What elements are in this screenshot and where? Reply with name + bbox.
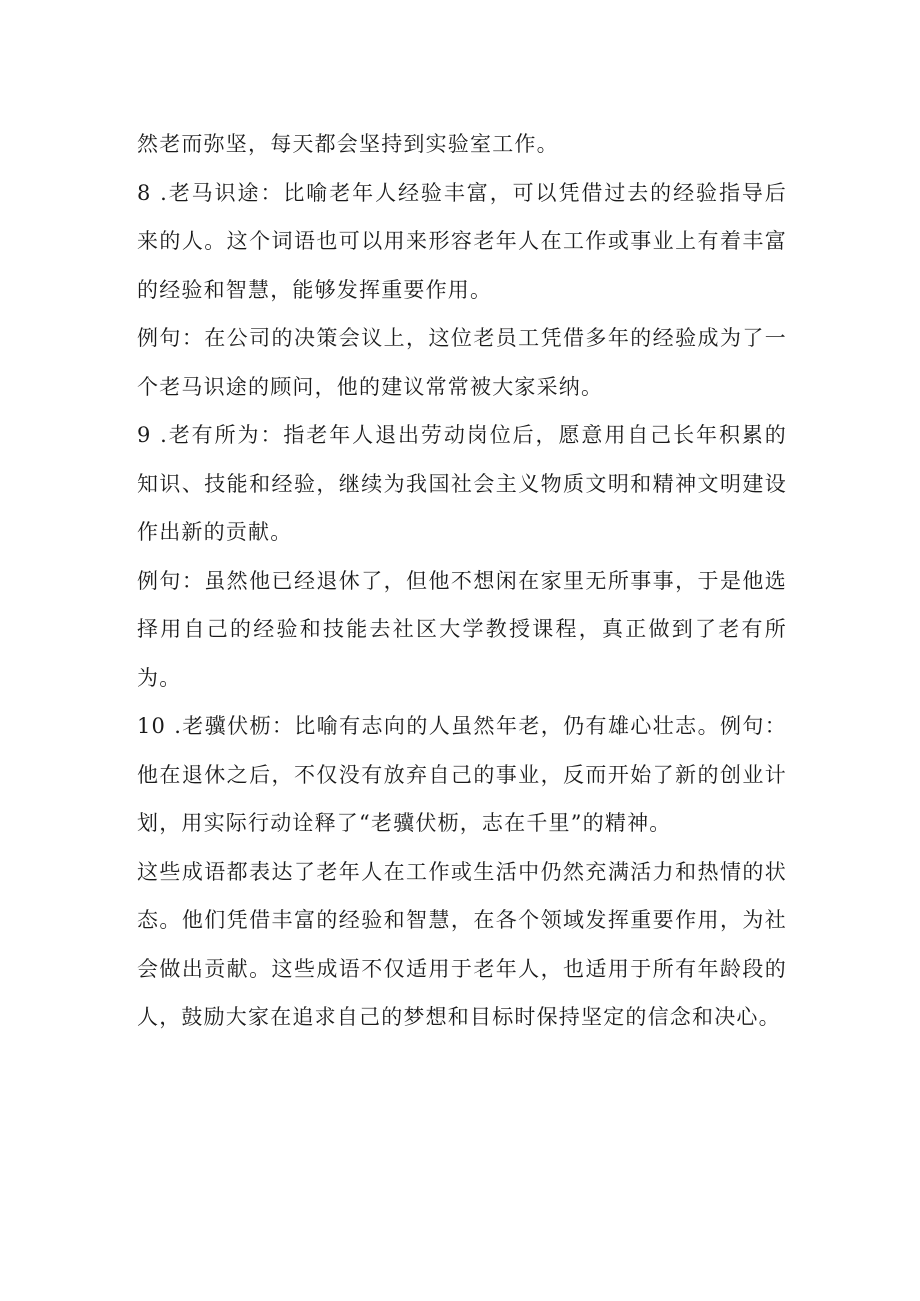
- paragraph-idiom-10: 10 .老骥伏枥：比喻有志向的人虽然年老，仍有雄心壮志。例句：他在退休之后，不仅没有放弃自己的事业，反而开始了新的创业计划，用实际行动诠释了“老骥伏枥，志在千里”的精神。: [137, 714, 787, 835]
- paragraph-idiom-9-definition: 9 .老有所为：指老年人退出劳动岗位后，愿意用自己长年积累的知识、技能和经验，继续为我国社会主义物质文明和精神文明建设作出新的贡献。: [137, 423, 787, 544]
- paragraph-idiom-9-example: 例句：虽然他已经退休了，但他不想闲在家里无所事事，于是他选择用自己的经验和技能去社区大学教授课程，真正做到了老有所为。: [137, 568, 787, 690]
- paragraph-idiom-8-example: 例句：在公司的决策会议上，这位老员工凭借多年的经验成为了一个老马识途的顾问，他的建议常常被大家采纳。: [137, 326, 787, 399]
- paragraph-idiom-8-definition: 8 .老马识途：比喻老年人经验丰富，可以凭借过去的经验指导后来的人。这个词语也可以用来形容老年人在工作或事业上有着丰富的经验和智慧，能够发挥重要作用。: [137, 180, 787, 302]
- paragraph-summary: 这些成语都表达了老年人在工作或生活中仍然充满活力和热情的状态。他们凭借丰富的经验和智慧，在各个领域发挥重要作用，为社会做出贡献。这些成语不仅适用于老年人，也适用于所有年龄段的人，鼓励大家在追求自己的梦想和目标时保持坚定的信念和决心。: [137, 859, 787, 1029]
- document-body: [137, 120, 787, 1042]
- paragraph-continuation: 然老而弥坚，每天都会坚持到实验室工作。: [137, 132, 559, 156]
